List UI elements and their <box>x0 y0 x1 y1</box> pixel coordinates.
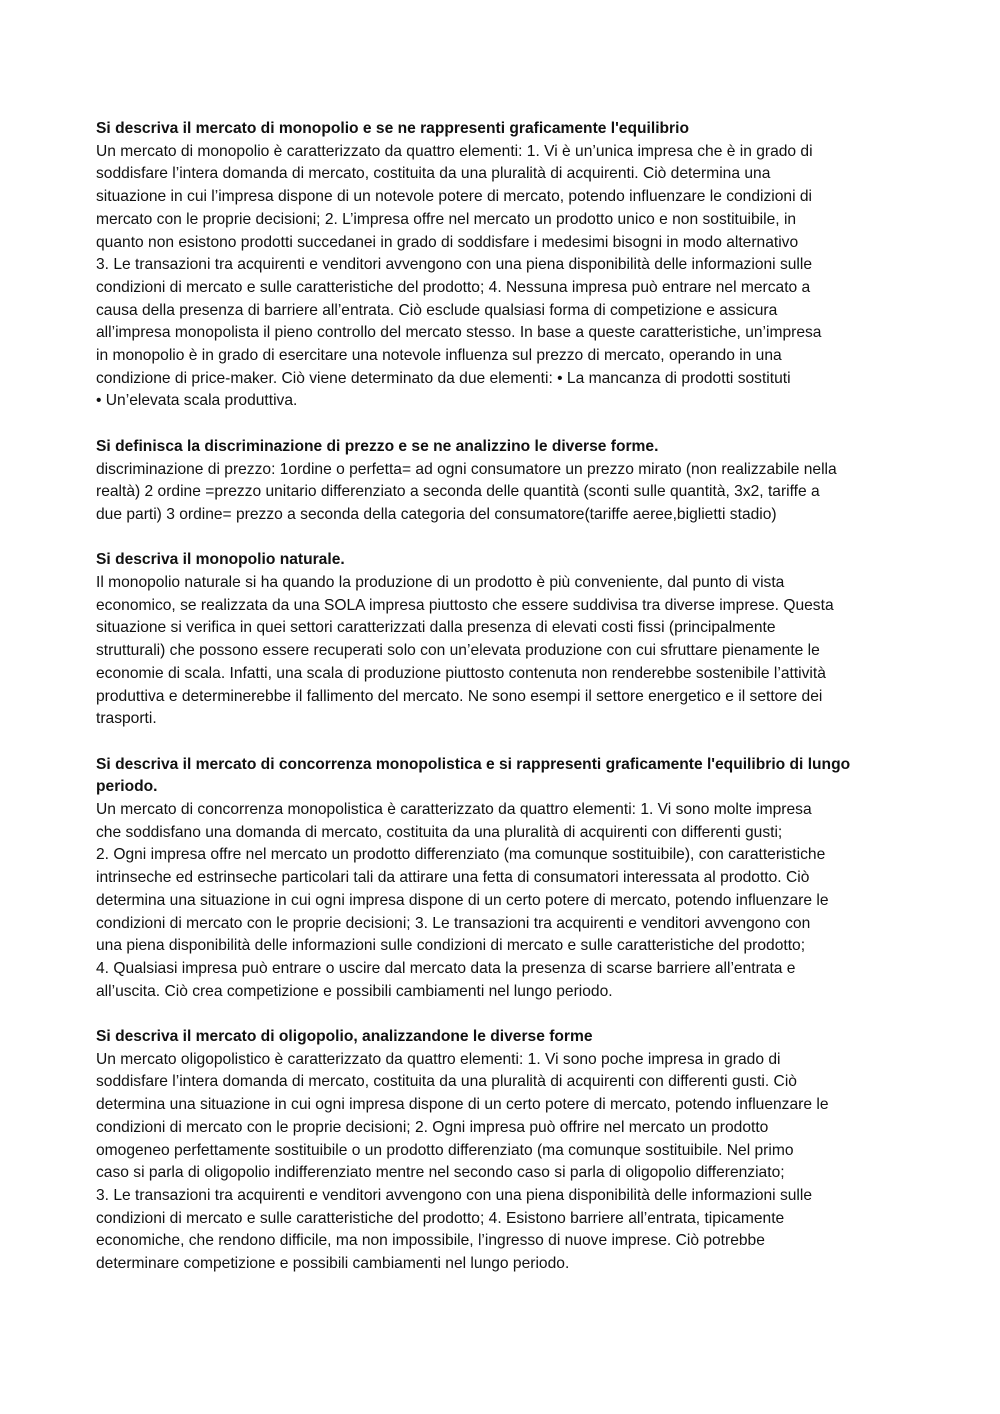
body-line: produttiva e determinerebbe il fallimento del mercato. Ne sono esempi il settore energetico e il settore dei <box>96 687 823 705</box>
body-line: Un mercato oligopolistico è caratterizzato da quattro elementi: 1. Vi sono poche impresa in grado di <box>96 1050 781 1068</box>
section-discriminazione-prezzo <box>96 436 906 527</box>
section-heading <box>96 549 906 572</box>
body-line: discriminazione di prezzo: 1ordine o perfetta= ad ogni consumatore un prezzo mirato (non realizzabile nella <box>96 460 837 478</box>
section-heading <box>96 118 906 141</box>
body-line: strutturali) che possono essere recuperati solo con un’elevata produzione con cui sfruttare pienamente le <box>96 642 820 660</box>
body-line: causa della presenza di barriere all’entrata. Ciò esclude qualsiasi forma di competizione e assicura <box>96 301 778 319</box>
section-monopolio-naturale <box>96 549 906 731</box>
section-heading <box>96 1026 906 1049</box>
body-line: 4. Qualsiasi impresa può entrare o uscire dal mercato data la presenza di scarse barriere all’entrata e <box>96 959 796 977</box>
body-line: realtà) 2 ordine =prezzo unitario differenziato a seconda delle quantità (sconti sulle quantità, 3x2, tariffe a <box>96 483 820 501</box>
body-line: economiche, che rendono difficile, ma non impossibile, l’ingresso di nuove imprese. Ciò potrebbe <box>96 1232 765 1250</box>
body-line: situazione in cui l’impresa dispone di un notevole potere di mercato, potendo influenzare le condizioni di <box>96 188 813 206</box>
body-line: condizioni di mercato con le proprie decisioni; 2. Ogni impresa può offrire nel mercato un prodotto <box>96 1118 769 1136</box>
body-line: • Un’elevata scala produttiva. <box>96 392 298 410</box>
body-line: quanto non esistono prodotti succedanei in grado di soddisfare i medesimi bisogni in modo alternativo <box>96 233 799 251</box>
body-line: due parti) 3 ordine= prezzo a seconda della categoria del consumatore(tariffe aeree,biglietti stadio) <box>96 505 777 523</box>
body-line: soddisfare l’intera domanda di mercato, costituita da una pluralità di acquirenti. Ciò determina una <box>96 165 771 183</box>
body-line: caso si parla di oligopolio indifferenziato mentre nel secondo caso si parla di oligopolio differenziato; <box>96 1164 785 1182</box>
body-line: trasporti. <box>96 710 157 728</box>
section-monopolio <box>96 118 906 413</box>
body-line: determina una situazione in cui ogni impresa dispone di un certo potere di mercato, potendo influenzare le <box>96 891 829 909</box>
section-heading <box>96 754 906 799</box>
section-body <box>96 459 906 527</box>
body-line: situazione si verifica in quei settori caratterizzati dalla presenza di elevati costi fissi (principalmente <box>96 619 776 637</box>
body-line: condizioni di mercato e sulle caratteristiche del prodotto; 4. Esistono barriere all’entrata, tipicamente <box>96 1209 785 1227</box>
body-line: intrinseche ed estrinseche particolari tali da attirare una fetta di consumatori interessata al prodotto. Ciò <box>96 869 810 887</box>
body-line: Un mercato di monopolio è caratterizzato da quattro elementi: 1. Vi è un’unica impresa che è in grado di <box>96 142 813 160</box>
body-line: 3. Le transazioni tra acquirenti e venditori avvengono con una piena disponibilità delle informazioni sulle <box>96 256 813 274</box>
section-heading <box>96 436 906 459</box>
body-line: economico, se realizzata da una SOLA impresa piuttosto che essere suddivisa tra diverse imprese. Questa <box>96 596 834 614</box>
body-line: condizioni di mercato con le proprie decisioni; 3. Le transazioni tra acquirenti e venditori avvengono con <box>96 914 811 932</box>
body-line: economie di scala. Infatti, una scala di produzione piuttosto contenuta non renderebbe sostenibile l’attività <box>96 664 826 682</box>
section-body <box>96 141 906 413</box>
body-line: soddisfare l’intera domanda di mercato, costituita da una pluralità di acquirenti con differenti gusti. Ciò <box>96 1073 797 1091</box>
body-line: una piena disponibilità delle informazioni sulle condizioni di mercato e sulle caratteristiche del prodotto; <box>96 937 806 955</box>
body-line: 2. Ogni impresa offre nel mercato un prodotto differenziato (ma comunque sostituibile), con caratteristiche <box>96 846 826 864</box>
section-oligopolio <box>96 1026 906 1276</box>
body-line: all’uscita. Ciò crea competizione e possibili cambiamenti nel lungo periodo. <box>96 982 613 1000</box>
document-page <box>96 118 906 1298</box>
heading-line: Si descriva il monopolio naturale. <box>96 551 345 569</box>
body-line: condizioni di mercato e sulle caratteristiche del prodotto; 4. Nessuna impresa può entrare nel mercato a <box>96 278 811 296</box>
heading-line: Si descriva il mercato di oligopolio, analizzandone le diverse forme <box>96 1028 593 1046</box>
body-line: mercato con le proprie decisioni; 2. L’impresa offre nel mercato un prodotto unico e non sostituibile, in <box>96 210 797 228</box>
body-line: condizione di price-maker. Ciò viene determinato da due elementi: • La mancanza di prodotti sostituti <box>96 369 791 387</box>
body-line: 3. Le transazioni tra acquirenti e venditori avvengono con una piena disponibilità delle informazioni sulle <box>96 1186 813 1204</box>
section-body <box>96 1049 906 1276</box>
body-line: Il monopolio naturale si ha quando la produzione di un prodotto è più conveniente, dal punto di vista <box>96 574 785 592</box>
heading-line: Si definisca la discriminazione di prezzo e se ne analizzino le diverse forme. <box>96 437 659 455</box>
body-line: Un mercato di concorrenza monopolistica è caratterizzato da quattro elementi: 1. Vi sono molte impresa <box>96 801 812 819</box>
heading-line: Si descriva il mercato di concorrenza monopolistica e si rappresenti graficamente l'equilibrio di lungo <box>96 755 851 773</box>
body-line: omogeneo perfettamente sostituibile o un prodotto differenziato (ma comunque sostituibile. Nel primo <box>96 1141 794 1159</box>
body-line: all’impresa monopolista il pieno controllo del mercato stesso. In base a queste caratteristiche, un’impresa <box>96 324 822 342</box>
body-line: determinare competizione e possibili cambiamenti nel lungo periodo. <box>96 1255 570 1273</box>
section-concorrenza-monopolistica <box>96 754 906 1004</box>
body-line: che soddisfano una domanda di mercato, costituita da una pluralità di acquirenti con differenti gusti; <box>96 823 783 841</box>
heading-line: Si descriva il mercato di monopolio e se ne rappresenti graficamente l'equilibrio <box>96 120 689 137</box>
body-line: in monopolio è in grado di esercitare una notevole influenza sul prezzo di mercato, operando in una <box>96 347 782 365</box>
section-body <box>96 572 906 731</box>
heading-line: periodo. <box>96 778 158 796</box>
section-body <box>96 799 906 1003</box>
body-line: determina una situazione in cui ogni impresa dispone di un certo potere di mercato, potendo influenzare le <box>96 1096 829 1114</box>
